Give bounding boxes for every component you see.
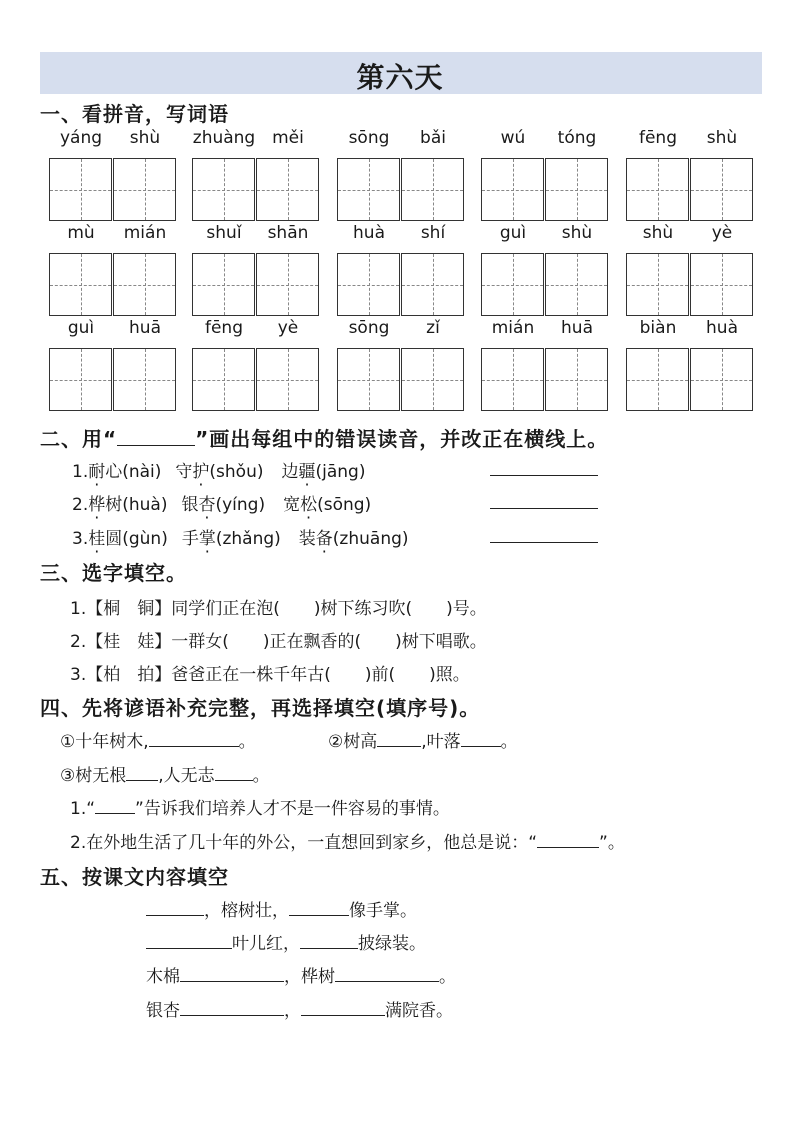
section3-item-1: 1.【桐 铜】同学们正在泡( )树下练习吹( )号。 (70, 599, 487, 619)
poem-1-mid: ，榕树壮， (204, 901, 289, 921)
section4-heading: 四、先将谚语补充完整，再选择填空(填序号)。 (40, 696, 481, 720)
pinyin-label: guì (499, 223, 527, 243)
pinyin-label: shù (561, 223, 593, 243)
pinyin-label: shù (642, 223, 674, 243)
writing-box (481, 253, 544, 316)
word-rest: (jāng) (315, 462, 366, 482)
q1-end: ”告诉我们培养人才不是一件容易的事情。 (135, 799, 450, 819)
word-rest: (yíng) (215, 495, 266, 515)
heading-blank (117, 429, 195, 446)
char: 备 (315, 529, 333, 549)
writing-box (49, 158, 112, 221)
poem-3-end: 。 (439, 967, 456, 987)
poem-2-mid: 叶儿红， (232, 934, 300, 954)
writing-box (337, 348, 400, 411)
pinyin-label: zǐ (426, 318, 440, 338)
writing-box (337, 253, 400, 316)
section2-heading (40, 423, 608, 452)
writing-box (256, 348, 319, 411)
pinyin-label: shuǐ (206, 223, 242, 243)
poem-line-2 (146, 929, 426, 954)
char: 桂 (88, 529, 106, 549)
proverb-3-end: 。 (252, 766, 270, 786)
pinyin-label: shù (129, 128, 161, 148)
pinyin-label: huà (353, 223, 385, 243)
proverb-1-end: 。 (238, 732, 256, 752)
char: 疆 (298, 462, 316, 482)
pinyin-label: mián (491, 318, 535, 338)
item-number: 2. (72, 495, 89, 515)
section4-question-1 (70, 794, 450, 819)
char: 守 (175, 462, 193, 482)
char: 宽 (283, 495, 301, 515)
item-number: 1. (72, 462, 89, 482)
proverb-2-mid: ,叶落 (421, 732, 461, 752)
poem-4-end: 满院香。 (385, 1001, 453, 1021)
poem-3-mid: ，桦树 (284, 967, 335, 987)
writing-box (545, 158, 608, 221)
q1-start: 1.“ (70, 799, 96, 819)
pinyin-label: shān (267, 223, 309, 243)
proverb-3-blank-2 (215, 764, 253, 781)
section2-heading-end: ”画出每组中的错误读音，并改正在横线上。 (195, 427, 609, 451)
pinyin-label: sōng (348, 318, 390, 338)
pinyin-label: měi (272, 128, 304, 148)
char: 边 (281, 462, 299, 482)
writing-box (401, 348, 464, 411)
pinyin-label: shí (420, 223, 446, 243)
section2-heading-start: 二、用“ (40, 427, 118, 451)
pinyin-label: huā (561, 318, 593, 338)
proverb-3-mid: ,人无志 (158, 766, 215, 786)
poem-2-end: 披绿装。 (358, 934, 426, 954)
section2-item (72, 524, 409, 549)
writing-box (337, 158, 400, 221)
poem-2-blank-1 (146, 932, 232, 949)
writing-box (626, 253, 689, 316)
section4-question-2 (70, 828, 625, 853)
pinyin-label: biàn (639, 318, 677, 338)
pinyin-label: fēng (638, 128, 677, 148)
section3-item-2: 2.【桂 娃】一群女( )正在飘香的( )树下唱歌。 (70, 632, 487, 652)
pinyin-label: mián (123, 223, 167, 243)
char: 装 (298, 529, 316, 549)
word-rest: 圆(gùn) (105, 529, 168, 549)
poem-1-blank-1 (146, 899, 204, 916)
writing-box (113, 253, 176, 316)
pinyin-label: guì (67, 318, 95, 338)
poem-line-1 (146, 896, 417, 921)
poem-4-blank-2 (301, 999, 385, 1016)
poem-3-blank-1 (180, 965, 284, 982)
writing-box (113, 348, 176, 411)
section3-item-3: 3.【柏 拍】爸爸正在一株千年古( )前( )照。 (70, 665, 470, 685)
section5-heading: 五、按课文内容填空 (40, 865, 229, 889)
answer-line (490, 542, 598, 543)
poem-2-blank-2 (300, 932, 358, 949)
pinyin-label: fēng (204, 318, 243, 338)
char: 手 (181, 529, 199, 549)
poem-line-4 (146, 996, 453, 1021)
proverb-2-blank-2 (461, 730, 501, 747)
pinyin-label: sōng (348, 128, 390, 148)
proverb-3-blank-1 (126, 764, 158, 781)
word-rest: (sōng) (317, 495, 372, 515)
pinyin-label: yáng (59, 128, 103, 148)
writing-box (256, 158, 319, 221)
section1-heading: 一、看拼音，写词语 (40, 102, 229, 126)
word-rest: 心(nài) (105, 462, 162, 482)
writing-box (545, 348, 608, 411)
word-rest: 树(huà) (105, 495, 168, 515)
writing-box (626, 158, 689, 221)
word-rest: (zhǎng) (215, 529, 281, 549)
char: 杏 (198, 495, 216, 515)
pinyin-label: bǎi (420, 128, 446, 148)
q2-end: ”。 (599, 833, 625, 853)
writing-box (192, 158, 255, 221)
char: 银 (181, 495, 199, 515)
word-rest: (zhuāng) (332, 529, 409, 549)
char: 掌 (198, 529, 216, 549)
poem-4-start: 银杏 (146, 1001, 180, 1021)
q2-start: 2.在外地生活了几十年的外公，一直想回到家乡，他总是说：“ (70, 833, 538, 853)
proverb-2-blank-1 (377, 730, 421, 747)
poem-3-blank-2 (335, 965, 439, 982)
char: 护 (192, 462, 210, 482)
poem-4-mid: ， (284, 1001, 301, 1021)
pinyin-label: shù (706, 128, 738, 148)
proverb-1 (60, 727, 256, 752)
section2-item (72, 490, 371, 515)
proverb-3-text: ③树无根 (60, 766, 127, 786)
answer-line (490, 475, 598, 476)
section3-heading: 三、选字填空。 (40, 561, 187, 585)
pinyin-label: mù (67, 223, 95, 243)
section2-item (72, 457, 365, 482)
pinyin-label: huā (129, 318, 161, 338)
writing-box (192, 348, 255, 411)
writing-box (545, 253, 608, 316)
proverb-2-end: 。 (500, 732, 518, 752)
proverb-3 (60, 761, 270, 786)
proverb-1-text: ①十年树木, (60, 732, 149, 752)
poem-3-start: 木棉 (146, 967, 180, 987)
pinyin-label: huà (706, 318, 738, 338)
proverb-2-text: ②树高 (328, 732, 378, 752)
q2-blank (537, 831, 599, 848)
writing-box (256, 253, 319, 316)
char: 松 (300, 495, 318, 515)
writing-box (192, 253, 255, 316)
writing-box (113, 158, 176, 221)
char: 桦 (88, 495, 106, 515)
writing-box (481, 158, 544, 221)
writing-box (401, 158, 464, 221)
writing-box (481, 348, 544, 411)
pinyin-label: tóng (557, 128, 597, 148)
item-number: 3. (72, 529, 89, 549)
char: 耐 (88, 462, 106, 482)
poem-1-end: 像手掌。 (349, 901, 417, 921)
writing-box (690, 348, 753, 411)
page-title: 第六天 (356, 61, 444, 94)
pinyin-label: wú (500, 128, 526, 148)
pinyin-label: yè (277, 318, 299, 338)
writing-box (49, 253, 112, 316)
poem-1-blank-2 (289, 899, 349, 916)
pinyin-label: yè (711, 223, 733, 243)
writing-box (401, 253, 464, 316)
poem-4-blank-1 (180, 999, 284, 1016)
writing-box (690, 253, 753, 316)
proverb-1-blank (149, 730, 239, 747)
answer-line (490, 508, 598, 509)
poem-line-3 (146, 962, 456, 987)
writing-box (626, 348, 689, 411)
writing-box (49, 348, 112, 411)
writing-box (690, 158, 753, 221)
word-rest: (shǒu) (209, 462, 264, 482)
proverb-2 (328, 727, 518, 752)
q1-blank (95, 797, 135, 814)
pinyin-label: zhuàng (192, 128, 256, 148)
